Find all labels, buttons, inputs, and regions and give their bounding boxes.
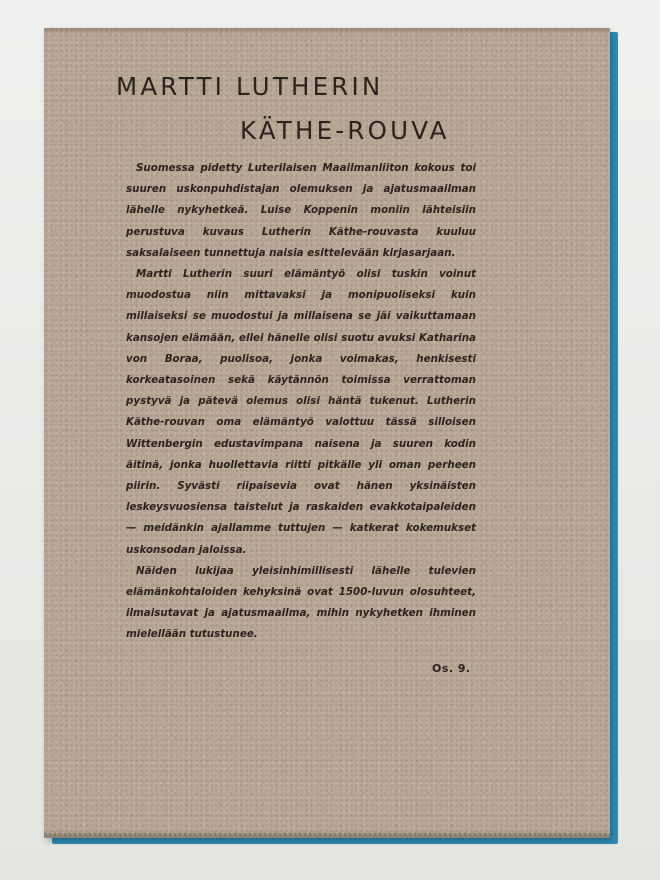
blurb-paragraph-1: Suomessa pidetty Luterilaisen Maailmanliiton kokous toi suuren uskonpuhdistajan olemuksen ja ajatusmaailman lähelle nykyhetkeä. Luise Koppenin moniin lähteisiin perustuva kuvaus Lutherin Käthe-rouvasta kuuluu saksalaiseen tunnettuja naisia esittelevään kirjasarjaan. [126, 162, 476, 259]
blurb-paragraph-2: Martti Lutherin suuri elämäntyö olisi tuskin voinut muodostua niin mittavaksi ja monipuoliseksi kuin millaiseksi se muodostui ja millaisena se jäi vaikuttamaan kansojen elämään, ellei hänelle olisi suotu avuksi Katharina von Boraa, puolisoa, jonka voimakas, henkisesti korkeatasoinen sekä käytännön toimissa verrattoman pystyvä ja pätevä olemus olisi häntä tukenut. Lutherin Käthe-rouvan oma elämäntyö valottuu tässä silloisen Wittenbergin edustavimpana naisena ja suuren kodin äitinä, jonka huollettavia riitti pitkälle yli oman perheen piirin. Syvästi riipaisevia ovat hänen yksinäisten leskeysvuosiensa taistelut ja raskaiden evakkotaipaleiden — meidänkin ajallamme tuttujen — katkerat kokemukset uskonsodan jaloissa. [126, 268, 476, 556]
cover-title-line-1: MARTTI LUTHERIN [116, 72, 384, 101]
cover-top-edge [44, 28, 610, 34]
blurb-paragraph-3: Näiden lukijaa yleisinhimillisesti lähelle tulevien elämänkohtaloiden kehyksinä ovat 1500-luvun olosuhteet, ilmaisutavat ja ajatusmaailma, mihin nykyhetken ihminen mielellään tutustunee. [126, 564, 476, 641]
series-number: Os. 9. [432, 662, 471, 675]
blurb-text [126, 158, 476, 646]
cover-title-line-2: KÄTHE-ROUVA [240, 116, 450, 145]
cover-frayed-edge [44, 833, 610, 836]
